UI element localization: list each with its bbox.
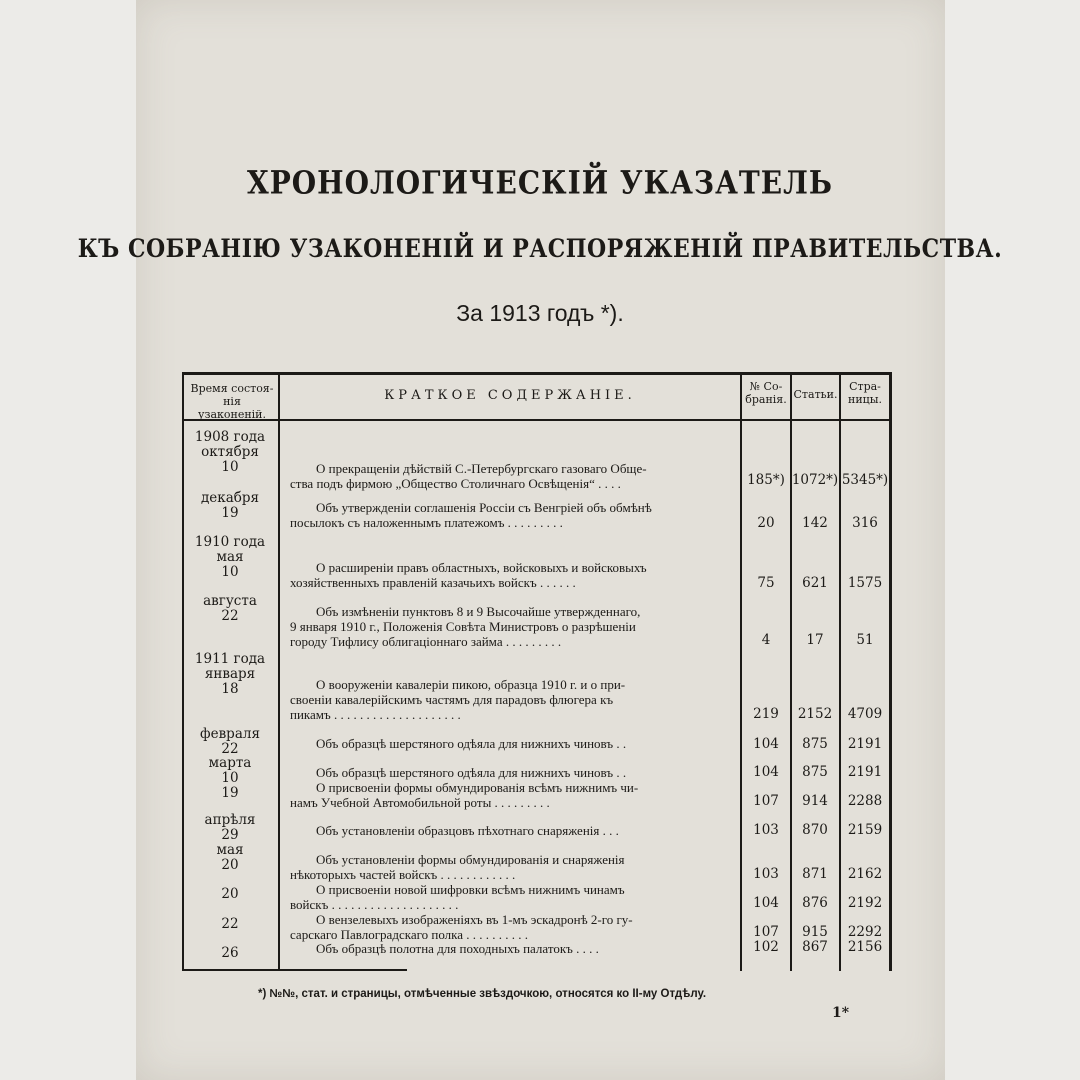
header-page: Стра- ницы. <box>848 380 882 406</box>
row-page: 4709 <box>847 706 883 722</box>
row-collection: 103 <box>753 866 779 882</box>
row-date <box>184 535 276 580</box>
date-day: 18 <box>221 681 239 697</box>
footnote: *) №№, стат. и страницы, отмѣченные звѣздочкою, относятся ко II-му Отдѣлу. <box>258 988 707 1000</box>
table-header-rule <box>182 419 892 421</box>
row-article: 142 <box>802 515 828 531</box>
col-divider-1 <box>278 372 280 971</box>
desc-line: О прекращеніи дѣйствій С.-Петербургскаго газоваго Обще- <box>316 461 647 476</box>
row-article: 914 <box>802 793 828 809</box>
date-year: 1908 года <box>194 429 266 445</box>
row-collection: 20 <box>757 515 775 531</box>
row-collection: 4 <box>761 632 771 648</box>
date-day: 22 <box>221 916 239 932</box>
row-collection: 103 <box>753 822 779 838</box>
row-description <box>290 852 625 882</box>
date-month: мая <box>216 842 244 858</box>
row-description <box>290 765 626 780</box>
row-collection: 104 <box>753 764 779 780</box>
date-month: апрѣля <box>204 812 256 828</box>
row-page: 2191 <box>847 736 883 752</box>
row-article: 870 <box>802 822 828 838</box>
date-month: августа <box>203 593 257 609</box>
row-date <box>184 813 276 843</box>
page-title: ХРОНОЛОГИЧЕСКІЙ УКАЗАТЕЛЬ <box>247 163 833 202</box>
desc-line: Объ образцѣ шерстяного одѣяла для нижнихъ чиновъ . . <box>316 765 627 780</box>
header-content: КРАТКОЕ СОДЕРЖАНІЕ. <box>384 388 636 403</box>
row-description <box>290 882 625 912</box>
date-day: 22 <box>221 741 239 757</box>
date-year: 1910 года <box>194 534 266 550</box>
row-description <box>290 823 619 838</box>
row-page: 2162 <box>847 866 883 882</box>
row-page: 2159 <box>847 822 883 838</box>
desc-line: О расширеніи правъ областныхъ, войсковыхъ и войсковыхъ <box>316 560 647 575</box>
row-date <box>184 727 276 757</box>
table-bottom-rule <box>182 969 407 971</box>
date-month: февраля <box>200 726 260 742</box>
date-day: 20 <box>221 857 239 873</box>
row-collection: 219 <box>753 706 779 722</box>
row-collection: 102 <box>753 939 779 955</box>
header-collection: № Со- бранія. <box>745 380 787 406</box>
row-date <box>184 594 276 624</box>
row-description <box>290 941 599 956</box>
row-page: 2191 <box>847 764 883 780</box>
desc-line: нѣкоторыхъ частей войскъ . . . . . . . . . . . . <box>290 867 516 882</box>
date-day: 10 <box>221 564 239 580</box>
row-collection: 104 <box>753 895 779 911</box>
row-description <box>290 780 638 810</box>
desc-line: пикамъ . . . . . . . . . . . . . . . . . . . . <box>290 707 461 722</box>
row-description <box>290 912 633 942</box>
desc-line: Объ установленіи формы обмундированія и снаряженія <box>316 852 625 867</box>
desc-line: посылокъ съ наложеннымъ платежомъ . . . . . . . . . <box>290 515 563 530</box>
desc-line: Объ утвержденіи соглашенія Россіи съ Венгріей объ обмѣнѣ <box>316 500 652 515</box>
row-date <box>184 843 276 873</box>
date-day: 26 <box>221 945 239 961</box>
table-top-rule <box>182 372 892 375</box>
desc-line: 9 января 1910 г., Положенія Совѣта Министровъ о разрѣшеніи <box>290 619 636 634</box>
desc-line: ства подъ фирмою „Общество Столичнаго Освѣщенія“ . . . . <box>290 476 621 491</box>
desc-line: Объ измѣненіи пунктовъ 8 и 9 Высочайше утвержденнаго, <box>316 604 641 619</box>
row-page: 2292 <box>847 924 883 940</box>
row-page: 1575 <box>847 575 883 591</box>
row-page: 51 <box>856 632 874 648</box>
row-article: 871 <box>802 866 828 882</box>
header-date: Время состоя- нія узаконеній. <box>190 382 274 421</box>
desc-line: О присвоеніи новой шифровки всѣмъ нижнимъ чинамъ <box>316 882 625 897</box>
desc-line: О присвоеніи формы обмундированія всѣмъ нижнимъ чи- <box>316 780 639 795</box>
date-day: 20 <box>221 886 239 902</box>
date-month: января <box>204 666 256 682</box>
row-date <box>184 491 276 521</box>
date-month: мая <box>216 549 244 565</box>
row-date <box>184 917 276 932</box>
desc-line: Объ образцѣ шерстяного одѣяла для нижнихъ чиновъ . . <box>316 736 627 751</box>
desc-line: О вензелевыхъ изображеніяхъ въ 1-мъ эскадронѣ 2-го гу- <box>316 912 633 927</box>
row-description <box>290 736 626 751</box>
row-collection: 104 <box>753 736 779 752</box>
row-article: 2152 <box>797 706 833 722</box>
row-date <box>184 887 276 902</box>
row-description <box>290 461 647 491</box>
row-page: 316 <box>852 515 878 531</box>
date-month: декабря <box>200 490 260 506</box>
page-number: 1* <box>832 1005 850 1021</box>
row-description <box>290 500 652 530</box>
date-year: 1911 года <box>194 651 266 667</box>
row-description <box>290 677 625 722</box>
desc-line: О вооруженіи кавалеріи пикою, образца 1910 г. и о при- <box>316 677 626 692</box>
row-description <box>290 560 647 590</box>
date-day: 19 <box>221 785 239 801</box>
date-day: 10 <box>221 459 239 475</box>
date-day: 19 <box>221 505 239 521</box>
row-article: 1072*) <box>791 472 839 488</box>
desc-line: Объ образцѣ полотна для походныхъ палатокъ . . . . <box>316 941 599 956</box>
date-month: марта <box>208 755 252 771</box>
row-page: 5345*) <box>841 472 889 488</box>
row-date <box>184 430 276 475</box>
year-line: За 1913 годъ *). <box>456 300 624 326</box>
row-article: 875 <box>802 764 828 780</box>
desc-line: своеніи кавалерійскимъ частямъ для парадовъ флюгера къ <box>290 692 614 707</box>
row-description <box>290 604 640 649</box>
header-article: Статьи. <box>793 388 838 401</box>
row-article: 876 <box>802 895 828 911</box>
row-article: 17 <box>806 632 824 648</box>
row-page: 2192 <box>847 895 883 911</box>
row-article: 915 <box>802 924 828 940</box>
row-collection: 75 <box>757 575 775 591</box>
date-month: октября <box>201 444 259 460</box>
row-page: 2288 <box>847 793 883 809</box>
desc-line: войскъ . . . . . . . . . . . . . . . . . . . . <box>290 897 459 912</box>
page-subtitle: КЪ СОБРАНІЮ УЗАКОНЕНІЙ И РАСПОРЯЖЕНІЙ ПРАВИТЕЛЬСТВА. <box>77 234 1003 264</box>
row-article: 621 <box>802 575 828 591</box>
desc-line: сарскаго Павлоградскаго полка . . . . . . . . . . <box>290 927 529 942</box>
row-date <box>184 946 276 961</box>
row-collection: 107 <box>753 793 779 809</box>
date-day: 29 <box>221 827 239 843</box>
date-day: 10 <box>221 770 239 786</box>
date-day: 22 <box>221 608 239 624</box>
desc-line: Объ установленіи образцовъ пѣхотнаго снаряженія . . . <box>316 823 619 838</box>
desc-line: хозяйственныхъ правленій казачьихъ войскъ . . . . . . <box>290 575 576 590</box>
row-date <box>184 652 276 697</box>
row-page: 2156 <box>847 939 883 955</box>
row-date <box>184 786 276 801</box>
desc-line: городу Тифлису облигаціоннаго займа . . . . . . . . . <box>290 634 562 649</box>
row-article: 875 <box>802 736 828 752</box>
desc-line: намъ Учебной Автомобильной роты . . . . . . . . . <box>290 795 550 810</box>
row-date <box>184 756 276 786</box>
row-collection: 185*) <box>747 472 785 488</box>
chronological-table <box>182 372 892 972</box>
row-article: 867 <box>802 939 828 955</box>
row-collection: 107 <box>753 924 779 940</box>
